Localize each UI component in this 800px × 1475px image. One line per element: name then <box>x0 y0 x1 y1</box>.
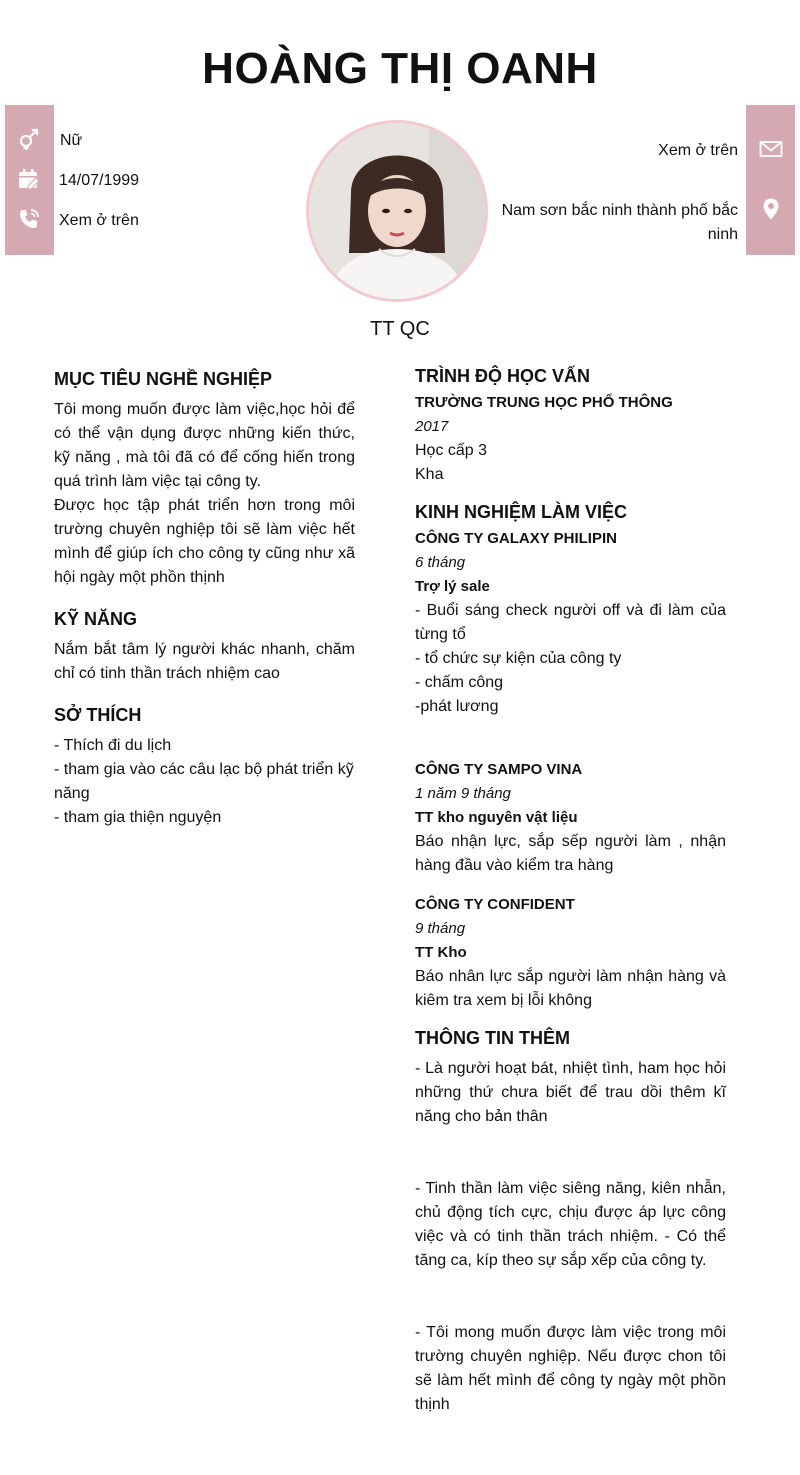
gender-icon <box>17 127 41 151</box>
hobbies-heading: SỞ THÍCH <box>54 705 142 725</box>
mail-icon <box>759 137 783 161</box>
experience-heading: KINH NGHIỆM LÀM VIỆC <box>415 502 628 522</box>
left-column <box>54 366 355 846</box>
education-grade: Kha <box>415 466 444 483</box>
school-name: TRƯỜNG TRUNG HỌC PHỔ THÔNG <box>415 394 673 411</box>
education-heading: TRÌNH ĐỘ HỌC VẤN <box>415 366 590 386</box>
company-name: CÔNG TY CONFIDENT <box>415 896 575 913</box>
additional-info-heading: THÔNG TIN THÊM <box>415 1028 570 1048</box>
right-column <box>415 363 726 1433</box>
job-duration: 9 tháng <box>415 920 466 937</box>
objective-heading: MỤC TIÊU NGHỀ NGHIỆP <box>54 369 273 389</box>
job-detail: -phát lương <box>415 698 499 715</box>
objective-paragraph: Được học tập phát triển hơn trong môi trường chuyên nghiệp tôi sẽ làm việc hết mình để giúp ích cho công ty cũng như xã hội ngày một phồn thịnh <box>54 497 355 586</box>
experience-section <box>415 499 726 1013</box>
job-role: Trợ lý sale <box>415 578 490 595</box>
company-name: CÔNG TY GALAXY PHILIPIN <box>415 530 617 547</box>
gender-value: Nữ <box>60 132 83 149</box>
job-detail: Báo nhận lực, sắp sếp người làm , nhận hàng đầu vào kiểm tra hàng <box>415 833 726 874</box>
hobbies-section <box>54 702 355 830</box>
additional-info-paragraph: - Tinh thần làm việc siêng năng, kiên nhẫn, chủ động tích cực, chịu được áp lực công việc và có tinh thần trách nhiệm. - Có thể tăng ca, kíp theo sự sắp xếp của công ty. <box>415 1180 726 1269</box>
hobby-item: - Thích đi du lịch <box>54 737 172 754</box>
left-contact-bar <box>5 105 54 255</box>
job-entry <box>415 758 726 878</box>
education-year: 2017 <box>415 418 449 435</box>
avatar <box>306 120 488 302</box>
job-entry <box>415 527 726 719</box>
company-name: CÔNG TY SAMPO VINA <box>415 761 583 778</box>
objective-section <box>54 366 355 590</box>
birthday-value: 14/07/1999 <box>59 172 140 189</box>
job-position: TT QC <box>370 318 430 340</box>
objective-paragraph: Tôi mong muốn được làm việc,học hỏi để có thể vận dụng được những kiến thức, kỹ năng , mà tôi đã có để cống hiến trong quá trình làm việc tại công ty. <box>54 401 355 490</box>
job-entry <box>415 893 726 1013</box>
skills-section <box>54 606 355 686</box>
phone-value: Xem ở trên <box>59 212 139 229</box>
job-detail: Báo nhân lực sắp người làm nhận hàng và kiêm tra xem bị lỗi không <box>415 968 726 1009</box>
job-role: TT kho nguyên vật liệu <box>415 809 578 826</box>
job-duration: 1 năm 9 tháng <box>415 785 511 802</box>
candidate-name: HOÀNG THỊ OANH <box>202 44 598 93</box>
job-detail: - chấm công <box>415 674 504 691</box>
additional-info-paragraph: - Tôi mong muốn được làm việc trong môi trường chuyên nghiệp. Nếu được chon tôi sẽ làm hết mình để công ty ngày một phồn thịnh <box>415 1324 726 1413</box>
skills-heading: KỸ NĂNG <box>54 609 138 629</box>
email-value: Xem ở trên <box>658 142 738 159</box>
skills-text: Nắm bắt tâm lý người khác nhanh, chăm chỉ có tinh thần trách nhiệm cao <box>54 641 355 682</box>
education-level: Học cấp 3 <box>415 442 488 459</box>
job-detail: - tổ chức sự kiện của công ty <box>415 650 622 667</box>
hobby-item: - tham gia vào các câu lạc bộ phát triển kỹ năng <box>54 761 354 802</box>
phone-icon <box>17 207 41 231</box>
location-pin-icon <box>759 197 783 221</box>
right-contact-bar <box>746 105 795 255</box>
additional-info-section <box>415 1025 726 1417</box>
job-detail: - Buổi sáng check người off và đi làm của từng tổ <box>415 602 726 643</box>
address-value: Nam sơn bắc ninh thành phố bắc ninh <box>501 202 738 243</box>
hobby-item: - tham gia thiện nguyện <box>54 809 222 826</box>
calendar-icon <box>17 167 41 191</box>
job-role: TT Kho <box>415 944 467 961</box>
education-section <box>415 363 726 487</box>
job-duration: 6 tháng <box>415 554 466 571</box>
additional-info-paragraph: - Là người hoạt bát, nhiệt tình, ham học hỏi những thứ chưa biết để trau dồi thêm kĩ năng cho bản thân <box>415 1060 726 1125</box>
